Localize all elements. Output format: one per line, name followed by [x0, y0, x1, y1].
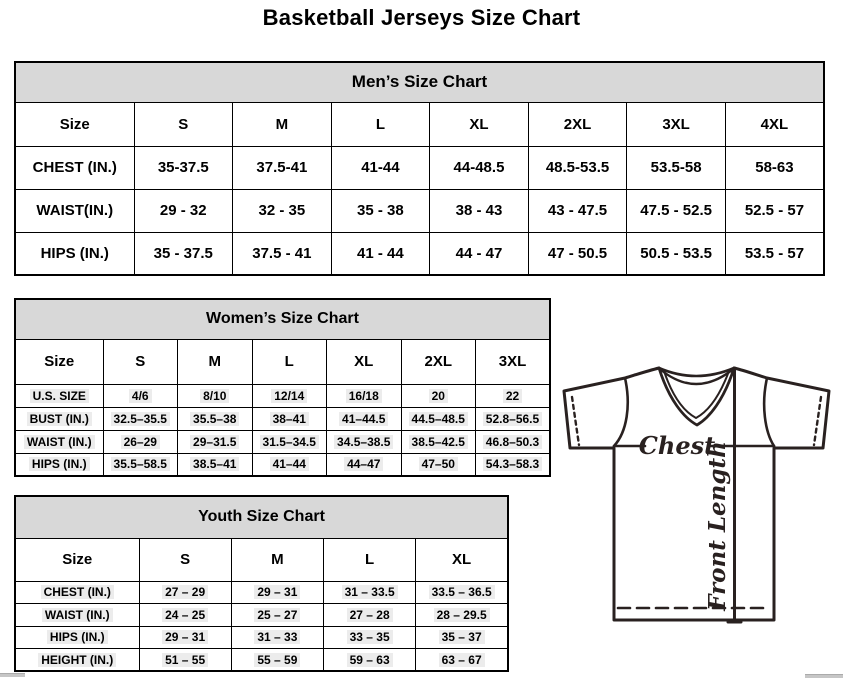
- table-cell: [627, 232, 726, 275]
- table-cell: [178, 430, 253, 453]
- table-row: [15, 626, 508, 649]
- table-cell-text: 35-37.5: [157, 159, 209, 176]
- column-header: 3XL: [476, 339, 551, 384]
- row-label-text: CHEST (IN.): [41, 585, 114, 599]
- chest-label: Chest: [638, 431, 716, 460]
- row-label: [15, 604, 139, 627]
- row-label: [15, 430, 103, 453]
- table-cell-text: 29 - 32: [159, 202, 207, 219]
- column-header: XL: [430, 102, 529, 146]
- table-cell: [476, 453, 551, 476]
- table-cell: [725, 232, 824, 275]
- table-cell-text: 20: [429, 389, 448, 403]
- row-label: [15, 189, 134, 232]
- table-cell-text: 37.5-41: [256, 159, 308, 176]
- table-cell: [252, 407, 327, 430]
- left-sleeve-seam-icon: [614, 378, 628, 446]
- table-cell-text: 29 – 31: [254, 585, 300, 599]
- table-row: [15, 430, 550, 453]
- table-cell: [528, 146, 627, 189]
- table-cell: [231, 604, 323, 627]
- table-cell: [233, 232, 332, 275]
- row-label-text: HIPS (IN.): [40, 244, 109, 262]
- table-cell-text: 35 – 37: [439, 630, 485, 644]
- table-cell-text: 44-48.5: [453, 159, 505, 176]
- table-row: [15, 407, 550, 430]
- table-cell-text: 51 – 55: [162, 653, 208, 667]
- table-cell-text: 38.5–41: [190, 457, 239, 471]
- table-row: [15, 384, 550, 407]
- table-cell-text: 35.5–58.5: [111, 457, 170, 471]
- table-title: Women’s Size Chart: [15, 299, 550, 339]
- table-cell: [178, 384, 253, 407]
- table-cell: [233, 146, 332, 189]
- table-cell-text: 38–41: [270, 412, 309, 426]
- table-cell: [139, 604, 231, 627]
- table-cell-text: 27 – 29: [162, 585, 208, 599]
- table-cell: [231, 649, 323, 672]
- youth-size-chart-table: [14, 495, 509, 672]
- table-title: Youth Size Chart: [15, 496, 508, 538]
- table-cell: [627, 146, 726, 189]
- table-cell: [331, 146, 430, 189]
- table-cell: [430, 146, 529, 189]
- table-cell: [134, 146, 233, 189]
- table-cell-text: 33.5 – 36.5: [429, 585, 495, 599]
- collar-icon: [659, 368, 734, 376]
- table-cell: [324, 649, 416, 672]
- womens-size-chart-table: [14, 298, 551, 477]
- row-label-text: HEIGHT (IN.): [38, 653, 116, 667]
- row-label-text: U.S. SIZE: [30, 389, 89, 403]
- column-header-row: [15, 538, 508, 581]
- table-cell-text: 29–31.5: [190, 435, 239, 449]
- column-header: S: [103, 339, 178, 384]
- table-cell-text: 27 – 28: [347, 608, 393, 622]
- table-cell-text: 58-63: [755, 159, 794, 176]
- table-cell-text: 4/6: [129, 389, 152, 403]
- right-sleeve-seam-icon: [764, 378, 774, 446]
- table-cell-text: 41 - 44: [357, 244, 404, 262]
- table-cell-text: 35 - 37.5: [153, 244, 213, 262]
- column-header: M: [231, 538, 323, 581]
- jersey-measurement-diagram: [557, 360, 843, 674]
- table-cell-text: 47 - 50.5: [547, 244, 608, 262]
- table-row: [15, 232, 824, 275]
- table-row: [15, 146, 824, 189]
- row-label: [15, 626, 139, 649]
- column-header: L: [324, 538, 416, 581]
- table-cell: [327, 407, 402, 430]
- column-header: M: [178, 339, 253, 384]
- table-cell-text: 44–47: [344, 457, 383, 471]
- table-cell-text: 16/18: [346, 389, 382, 403]
- table-cell: [139, 626, 231, 649]
- table-cell: [252, 430, 327, 453]
- column-header: 4XL: [725, 102, 824, 146]
- h-scrollbar-fragment-left[interactable]: [0, 673, 25, 677]
- row-label: [15, 649, 139, 672]
- table-cell-text: 31.5–34.5: [260, 435, 319, 449]
- table-cell: [103, 407, 178, 430]
- table-cell: [476, 384, 551, 407]
- table-cell: [476, 430, 551, 453]
- table-cell-text: 25 – 27: [254, 608, 300, 622]
- table-title-row: [15, 62, 824, 102]
- table-row: [15, 581, 508, 604]
- right-cuff-dashed-line: [814, 397, 821, 445]
- table-cell-text: 37.5 - 41: [252, 244, 312, 262]
- row-label-text: CHEST (IN.): [32, 159, 117, 176]
- table-cell-text: 52.5 - 57: [744, 202, 805, 219]
- table-cell: [327, 384, 402, 407]
- table-cell-text: 33 – 35: [347, 630, 393, 644]
- column-header: 3XL: [627, 102, 726, 146]
- table-cell: [103, 384, 178, 407]
- table-cell: [401, 430, 476, 453]
- table-cell-text: 41–44.5: [339, 412, 388, 426]
- column-header: XL: [416, 538, 508, 581]
- table-cell: [725, 189, 824, 232]
- table-row: [15, 189, 824, 232]
- column-header: XL: [327, 339, 402, 384]
- table-cell: [416, 626, 508, 649]
- table-cell-text: 44 - 47: [455, 244, 503, 262]
- column-header-row: [15, 102, 824, 146]
- table-cell: [476, 407, 551, 430]
- table-cell: [528, 232, 627, 275]
- table-cell: [331, 232, 430, 275]
- table-title-row: [15, 496, 508, 538]
- table-row: [15, 453, 550, 476]
- table-row: [15, 604, 508, 627]
- row-label: [15, 407, 103, 430]
- table-cell: [430, 232, 529, 275]
- table-cell: [416, 604, 508, 627]
- table-cell-text: 26–29: [121, 435, 160, 449]
- table-cell: [134, 232, 233, 275]
- table-cell-text: 53.5 - 57: [744, 244, 805, 262]
- row-label-text: WAIST (IN.): [24, 435, 95, 449]
- row-label: [15, 581, 139, 604]
- table-cell-text: 38.5–42.5: [409, 435, 468, 449]
- table-cell: [178, 407, 253, 430]
- table-cell-text: 54.3–58.3: [483, 457, 542, 471]
- column-header: M: [233, 102, 332, 146]
- table-cell: [430, 189, 529, 232]
- table-cell: [103, 453, 178, 476]
- table-cell-text: 32 - 35: [258, 202, 306, 219]
- table-cell-text: 31 – 33.5: [342, 585, 398, 599]
- table-cell-text: 46.8–50.3: [483, 435, 542, 449]
- column-header-row: [15, 339, 550, 384]
- mens-size-chart-table: [14, 61, 825, 276]
- table-cell: [416, 649, 508, 672]
- size-column-header: Size: [15, 339, 103, 384]
- column-header: 2XL: [528, 102, 627, 146]
- h-scrollbar-fragment-right[interactable]: [805, 674, 843, 678]
- table-row: [15, 649, 508, 672]
- table-cell-text: 35 - 38: [357, 202, 404, 219]
- table-cell: [134, 189, 233, 232]
- table-cell-text: 52.8–56.5: [483, 412, 542, 426]
- column-header: S: [134, 102, 233, 146]
- table-cell-text: 47–50: [419, 457, 458, 471]
- table-cell: [178, 453, 253, 476]
- table-cell: [327, 453, 402, 476]
- table-cell: [103, 430, 178, 453]
- table-cell: [231, 581, 323, 604]
- table-cell: [252, 453, 327, 476]
- table-cell: [139, 581, 231, 604]
- table-cell: [401, 453, 476, 476]
- size-column-header: Size: [15, 102, 134, 146]
- front-length-label: Front Length: [704, 441, 731, 611]
- table-cell-text: 34.5–38.5: [334, 435, 393, 449]
- table-cell-text: 32.5–35.5: [111, 412, 170, 426]
- row-label: [15, 146, 134, 189]
- jersey-outline-icon: [564, 368, 829, 620]
- row-label-text: WAIST (IN.): [42, 608, 113, 622]
- table-cell-text: 47.5 - 52.5: [640, 202, 712, 219]
- row-label: [15, 232, 134, 275]
- table-cell: [401, 407, 476, 430]
- row-label: [15, 384, 103, 407]
- table-cell: [231, 626, 323, 649]
- table-cell: [725, 146, 824, 189]
- table-cell-text: 63 – 67: [439, 653, 485, 667]
- table-cell: [324, 581, 416, 604]
- table-cell: [233, 189, 332, 232]
- row-label: [15, 453, 103, 476]
- table-cell-text: 35.5–38: [190, 412, 239, 426]
- table-cell-text: 22: [503, 389, 522, 403]
- table-cell-text: 53.5-58: [650, 159, 702, 176]
- table-cell: [252, 384, 327, 407]
- column-header: L: [252, 339, 327, 384]
- table-cell-text: 38 - 43: [455, 202, 503, 219]
- table-cell-text: 43 - 47.5: [547, 202, 608, 219]
- table-cell: [324, 604, 416, 627]
- table-cell-text: 41–44: [270, 457, 309, 471]
- table-cell: [139, 649, 231, 672]
- table-cell-text: 55 – 59: [254, 653, 300, 667]
- left-cuff-dashed-line: [572, 397, 579, 445]
- table-cell: [324, 626, 416, 649]
- row-label-text: BUST (IN.): [27, 412, 92, 426]
- column-header: L: [331, 102, 430, 146]
- table-title-row: [15, 299, 550, 339]
- table-cell-text: 24 – 25: [162, 608, 208, 622]
- table-cell-text: 44.5–48.5: [409, 412, 468, 426]
- table-cell: [401, 384, 476, 407]
- column-header: S: [139, 538, 231, 581]
- row-label-text: HIPS (IN.): [47, 630, 108, 644]
- table-cell: [627, 189, 726, 232]
- table-title: Men’s Size Chart: [15, 62, 824, 102]
- table-cell-text: 59 – 63: [347, 653, 393, 667]
- table-cell-text: 48.5-53.5: [545, 159, 610, 176]
- table-cell-text: 28 – 29.5: [434, 608, 490, 622]
- table-cell-text: 50.5 - 53.5: [640, 244, 712, 262]
- table-cell: [416, 581, 508, 604]
- column-header: 2XL: [401, 339, 476, 384]
- table-cell: [327, 430, 402, 453]
- table-cell: [528, 189, 627, 232]
- table-cell: [331, 189, 430, 232]
- table-cell-text: 8/10: [200, 389, 229, 403]
- page-title: Basketball Jerseys Size Chart: [262, 5, 581, 30]
- table-cell-text: 12/14: [271, 389, 307, 403]
- row-label-text: WAIST(IN.): [36, 202, 114, 219]
- table-cell-text: 41-44: [361, 159, 400, 176]
- row-label-text: HIPS (IN.): [29, 457, 90, 471]
- size-column-header: Size: [15, 538, 139, 581]
- table-cell-text: 31 – 33: [254, 630, 300, 644]
- table-cell-text: 29 – 31: [162, 630, 208, 644]
